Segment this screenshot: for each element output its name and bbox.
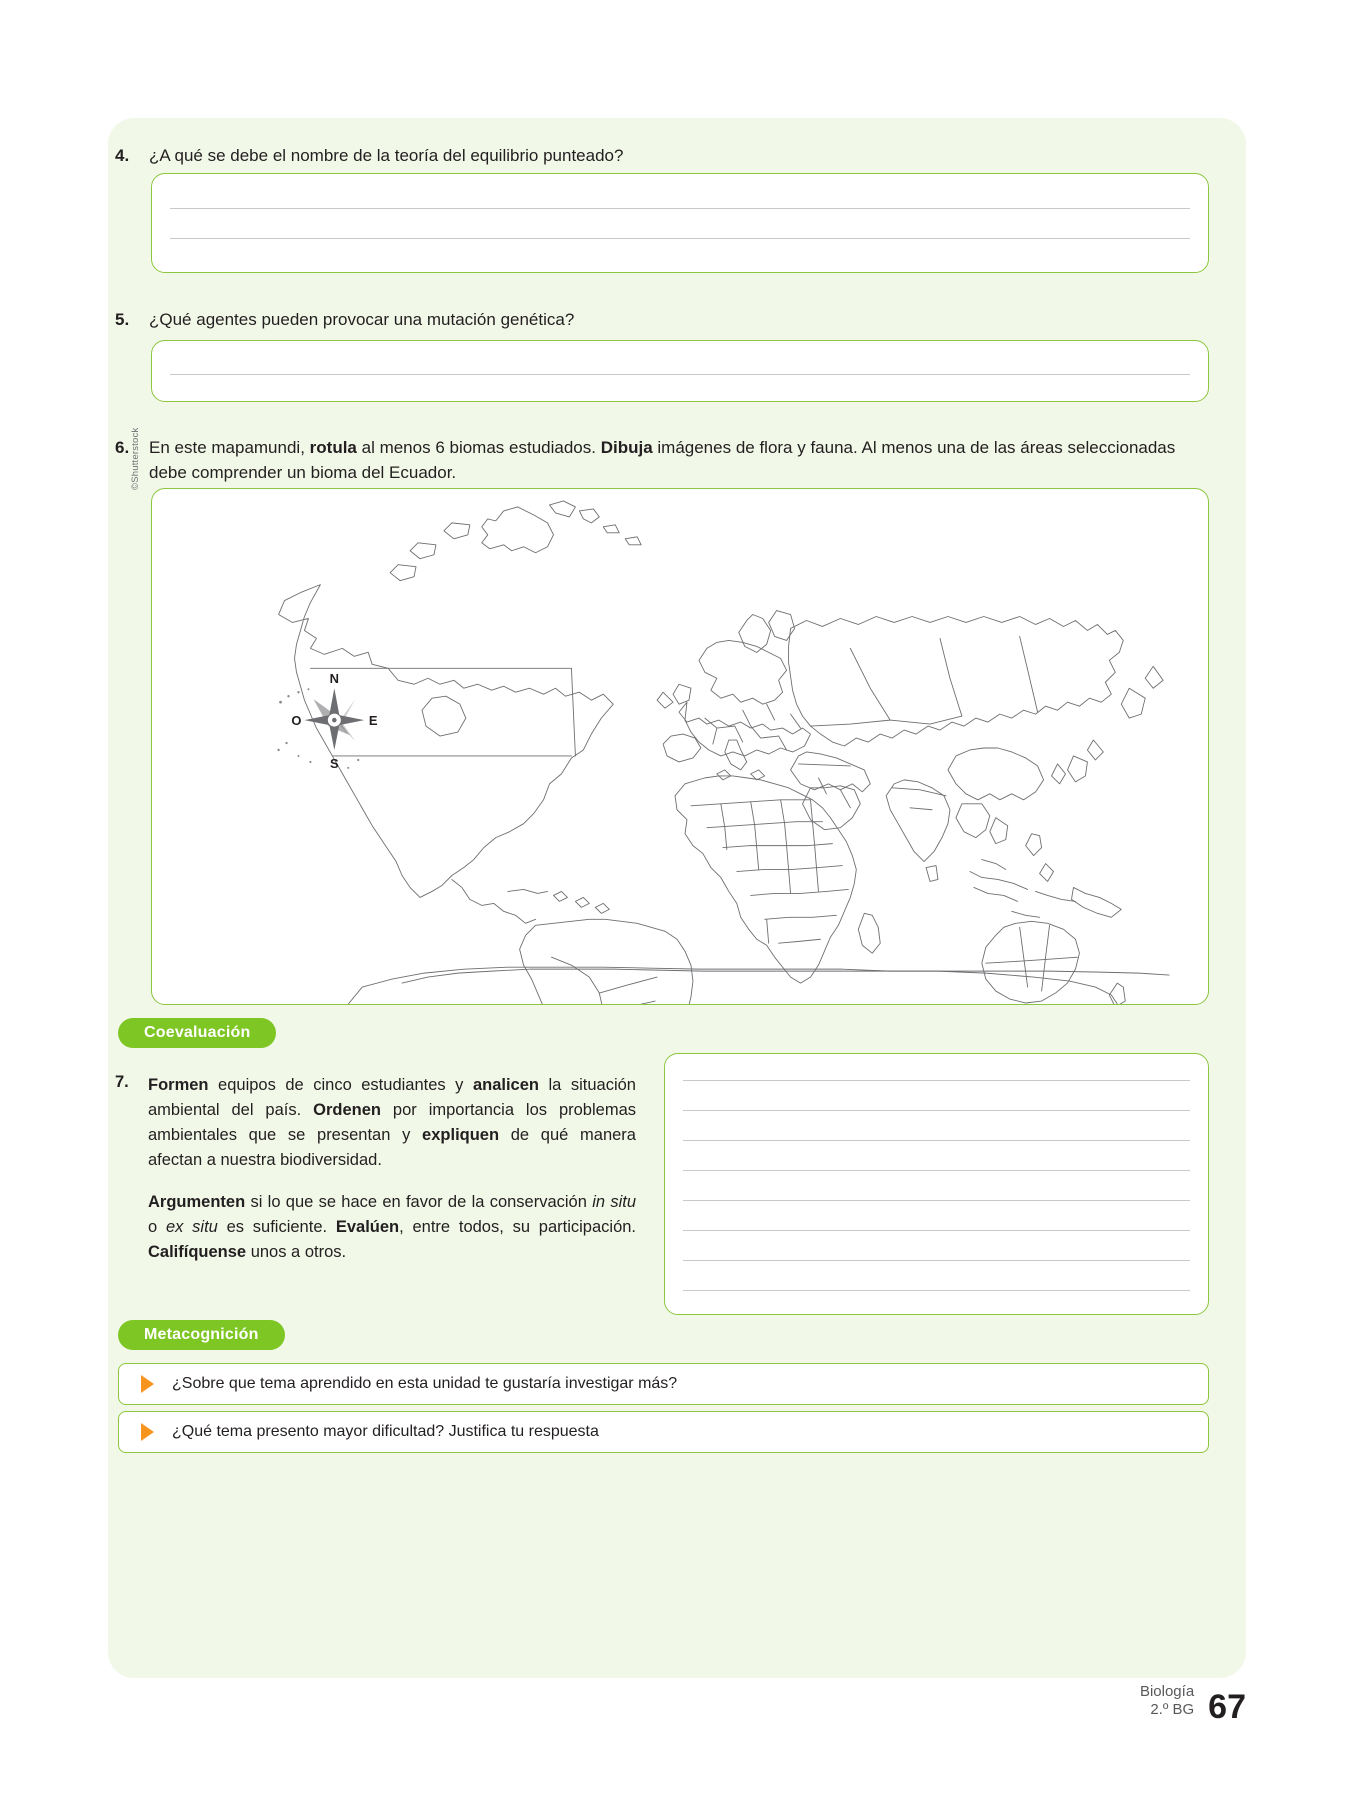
answer-rule bbox=[683, 1110, 1190, 1111]
answer-rule bbox=[683, 1140, 1190, 1141]
answer-box-5[interactable] bbox=[151, 340, 1209, 402]
answer-rule bbox=[170, 374, 1190, 375]
worksheet-content bbox=[108, 118, 1246, 1678]
answer-box-7[interactable] bbox=[664, 1053, 1209, 1315]
answer-rule bbox=[683, 1290, 1190, 1291]
section-pill-coevaluacion: Coevaluación bbox=[118, 1018, 276, 1048]
svg-text:S: S bbox=[330, 755, 339, 771]
question-5-number: 5. bbox=[115, 310, 130, 329]
map-credit: ©Shutterstock bbox=[130, 427, 141, 490]
answer-rule bbox=[170, 208, 1190, 209]
question-7-text: Formen equipos de cinco estudiantes y analicen la situación ambiental del país. Ordenen por importancia los problemas ambientales que se presentan y expliquen de qué manera afectan a nuestra biodiversidad. Argumenten si lo que se hace en favor de la conservación in situ o ex situ es suficiente. Evalúen, entre todos, su participación. Califíquense unos a otros. bbox=[148, 1076, 637, 1262]
metacognicion-item-label: ¿Qué tema presento mayor dificultad? Justifica tu respuesta bbox=[172, 1423, 599, 1440]
arrow-right-icon bbox=[141, 1423, 154, 1441]
answer-rule bbox=[170, 238, 1190, 239]
metacognicion-item-2[interactable] bbox=[118, 1411, 1209, 1453]
svg-text:N: N bbox=[329, 671, 340, 687]
footer-subject-block bbox=[1140, 1683, 1194, 1725]
footer-level: 2.º BG bbox=[1150, 1701, 1195, 1719]
answer-rule bbox=[683, 1080, 1190, 1081]
metacognicion-item-label: ¿Sobre que tema aprendido en esta unidad te gustaría investigar más? bbox=[172, 1375, 678, 1392]
footer-subject: Biología bbox=[1139, 1682, 1195, 1700]
answer-rule bbox=[683, 1200, 1190, 1201]
metacognicion-item-1[interactable] bbox=[118, 1363, 1209, 1405]
question-5-text: ¿Qué agentes pueden provocar una mutación genética? bbox=[149, 310, 575, 329]
svg-text:O: O bbox=[291, 713, 302, 729]
answer-rule bbox=[683, 1260, 1190, 1261]
question-4-number: 4. bbox=[115, 146, 130, 165]
answer-box-4[interactable] bbox=[151, 173, 1209, 273]
answer-rule bbox=[683, 1170, 1190, 1171]
question-6 bbox=[115, 436, 1209, 485]
question-6-number: 6. bbox=[115, 438, 130, 457]
arrow-right-icon bbox=[141, 1375, 154, 1393]
question-4-text: ¿A qué se debe el nombre de la teoría del equilibrio punteado? bbox=[149, 146, 624, 165]
question-7-number: 7. bbox=[115, 1073, 129, 1091]
world-map-icon bbox=[152, 489, 1208, 1004]
page-footer bbox=[1140, 1683, 1246, 1725]
svg-text:E: E bbox=[368, 713, 378, 729]
page-number: 67 bbox=[1208, 1688, 1246, 1726]
question-4 bbox=[115, 144, 1205, 169]
world-map-box[interactable] bbox=[151, 488, 1209, 1005]
answer-rule bbox=[683, 1230, 1190, 1231]
question-6-text: En este mapamundi, rotula al menos 6 biomas estudiados. Dibuja imágenes de flora y fauna. Al menos una de las áreas seleccionadas debe comprender un bioma del Ecuador. bbox=[149, 438, 1176, 482]
question-5 bbox=[115, 308, 1205, 333]
section-pill-metacognicion: Metacognición bbox=[118, 1320, 285, 1350]
